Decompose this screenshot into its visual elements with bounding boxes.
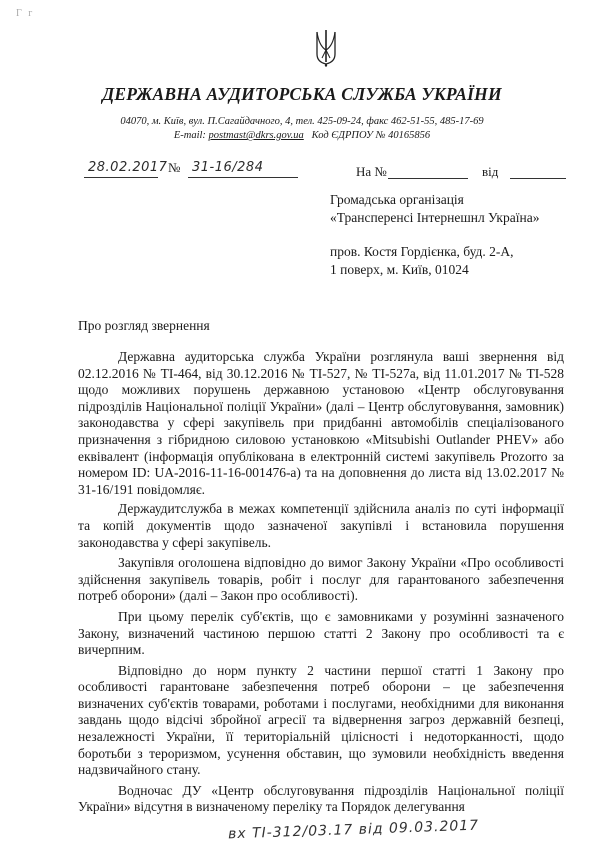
body-paragraph: При цьому перелік суб'єктів, що є замовниками у розумінні зазначеного Закону, визначений частиною першою статті 2 Закону про особливості та є вичерпним. [78, 608, 564, 658]
reference-number-label: На № [356, 164, 387, 179]
outgoing-number-label: № [168, 160, 181, 175]
outgoing-number-handwritten: 31-16/284 [192, 160, 264, 175]
edrpou-code: Код ЄДРПОУ № 40165856 [311, 130, 431, 141]
reference-number-blank [388, 178, 468, 179]
reference-date-label: від [482, 164, 499, 179]
body-paragraph: Закупівля оголошена відповідно до вимог Закону України «Про особливості здійснення закупівель товарів, робіт і послуг для гарантованого забезпечення потреб оборони» (далі – Закон про особливості). [78, 555, 564, 604]
body-paragraph: Державна аудиторська служба України розглянула ваші звернення від 02.12.2016 № ТІ-464, від 30.12.2016 № ТІ-527, № ТІ-527а, від 11.01.2017 № ТІ-528 щодо можливих порушень державною установою «Центр обслуговування підрозділів Національної поліції України» (далі – Центр обслуговування, замовник) законодавства у сфері закупівель при придбанні автомобілів спеціалізованого призначення з гібридною силовою установкою «Mitsubishi Outlander PHEV» або еквівалент (інформація опублікована в електронній системі закупівель Prozorro за номером ID: UA-2016-11-16-001476-а) та на доповнення до листа від 13.02.2017 № 31-16/191 повідомляє. [78, 349, 564, 497]
trident-emblem-icon [314, 28, 338, 68]
number-underline [188, 177, 298, 178]
recipient-line-4: 1 поверх, м. Київ, 01024 [330, 262, 469, 277]
reference-date-blank [510, 178, 566, 179]
letter-body [78, 349, 564, 819]
body-paragraph: Відповідно до норм пункту 2 частини першої статті 1 Закону про особливості гарантоване забезпечення потреб оборони – це забезпечення визначених суб'єктів товарами, роботами і послугами, необхідними для виконання завдань щодо відсічі збройної агресії та відвернення загроз державній безпеці, незалежності України, її територіальній цілісності і недоторканності, щодо боротьби з тероризмом, усунення обставин, що зумовили необхідність введення надзвичайного стану. [78, 662, 564, 778]
incoming-registration-handwritten: вх ТІ-312/03.17 від 09.03.2017 [227, 817, 480, 843]
date-underline [84, 177, 158, 178]
letter-subject: Про розгляд звернення [78, 318, 210, 333]
recipient-line-1: Громадська організація [330, 192, 464, 207]
organization-contacts [0, 130, 604, 141]
organization-title: ДЕРЖАВНА АУДИТОРСЬКА СЛУЖБА УКРАЇНИ [102, 84, 502, 104]
organization-address: 04070, м. Київ, вул. П.Сагайдачного, 4, тел. 425-09-24, факс 462-51-55, 485-17-69 [120, 116, 484, 127]
email-prefix: E-mail: [173, 130, 209, 141]
body-paragraph: Водночас ДУ «Центр обслуговування підрозділів Національної поліції України» відсутня в визначеному переліку та Порядок делегування [78, 782, 564, 815]
email-link[interactable]: postmast@dkrs.gov.ua [208, 130, 304, 141]
corner-mark: Г г [16, 8, 35, 19]
recipient-line-2: «Трансперенсі Інтернешнл Україна» [330, 210, 540, 225]
body-paragraph: Держаудитслужба в межах компетенції здійснила аналіз по суті інформації та копій документів щодо зазначеної закупівлі і встановила порушення законодавства у сфері закупівель. [78, 501, 564, 550]
recipient-line-3: пров. Костя Гордієнка, буд. 2-А, [330, 244, 514, 259]
outgoing-date-handwritten: 28.02.2017 [88, 160, 168, 175]
